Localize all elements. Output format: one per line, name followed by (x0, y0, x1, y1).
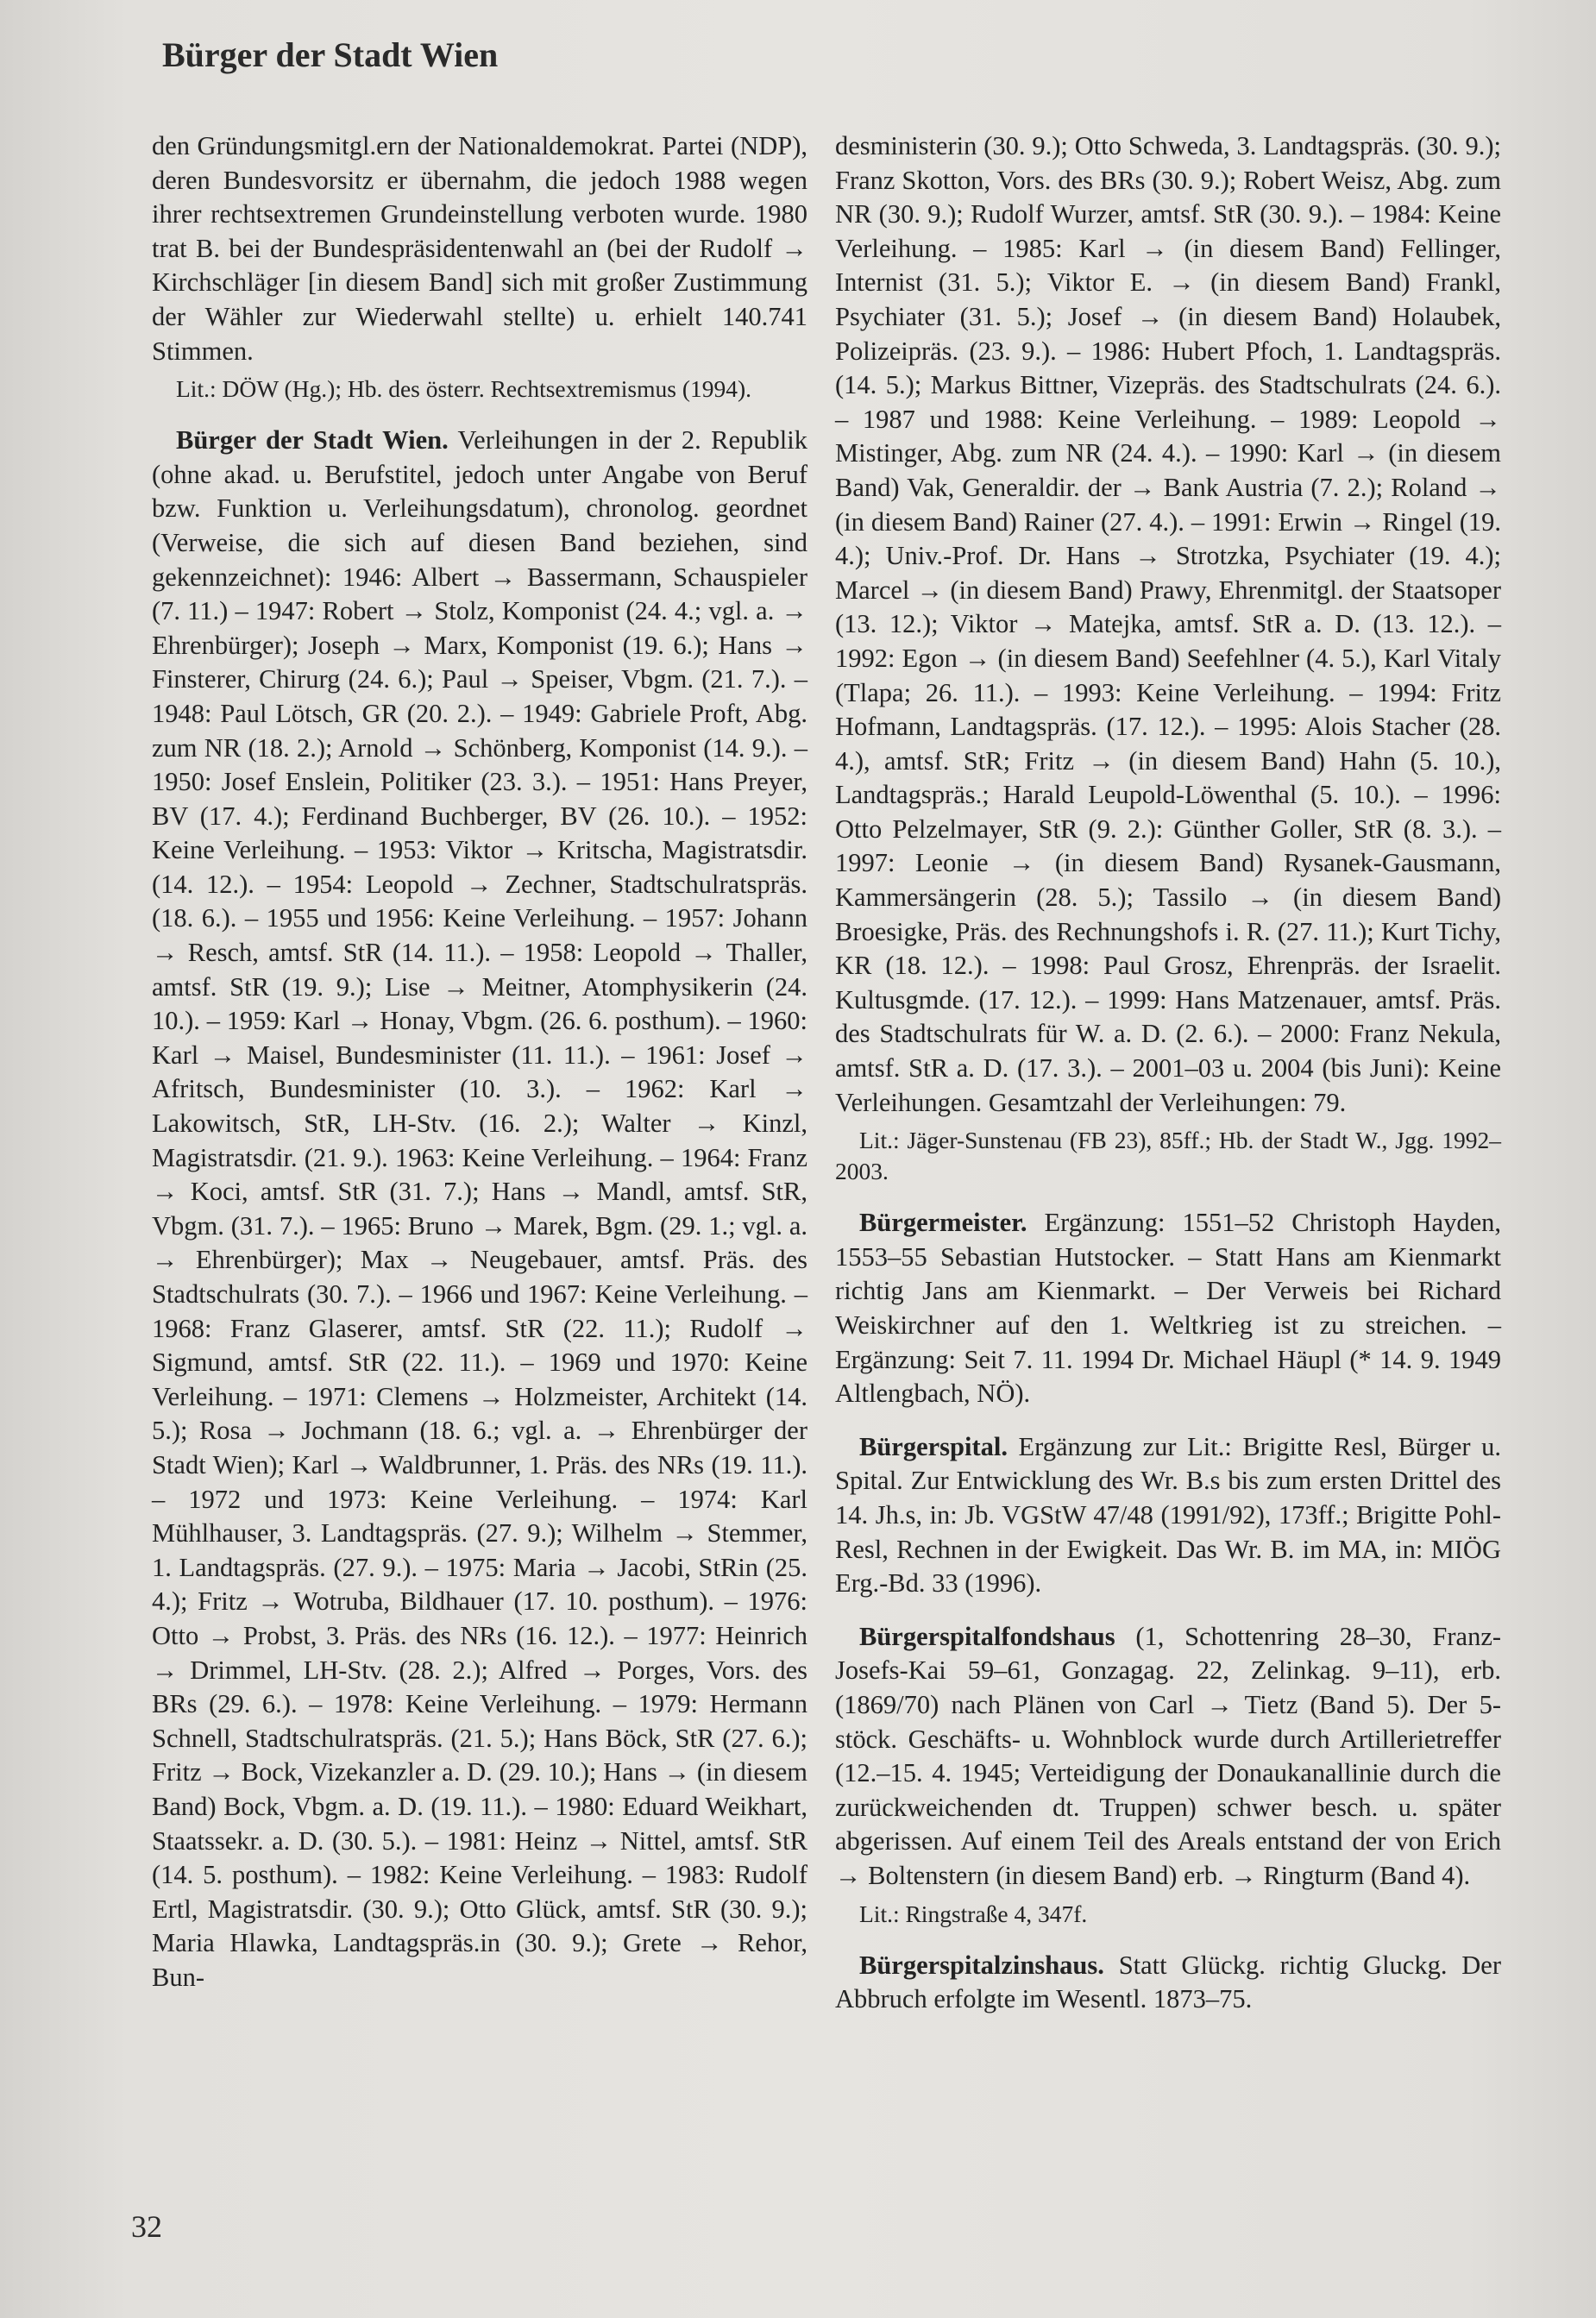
entry-buergerspital (835, 1430, 1501, 1601)
entry-keyword: Bürgerspitalzinshaus. (859, 1950, 1104, 1980)
paragraph-continuation: desministerin (30. 9.); Otto Schweda, 3. Landtagspräs. (30. 9.); Franz Skotton, Vors. des BRs (30. 9.); Robert Weisz, Abg. zum NR (30. 9.); Rudolf Wurzer, amtsf. StR (30. 9.). – 1984: Keine Verleihung. – 1985: Karl → (in diesem Band) Fellinger, Internist (31. 5.); Viktor E. → (in diesem Band) Frankl, Psychiater (31. 5.); Josef → (in diesem Band) Holaubek, Polizeipräs. (23. 9.). – 1986: Hubert Pfoch, 1. Landtagspräs. (14. 5.); Markus Bittner, Vizepräs. des Stadtschulrats (24. 6.). – 1987 und 1988: Keine Verleihung. – 1989: Leopold → Mistinger, Abg. zum NR (24. 4.). – 1990: Karl → (in diesem Band) Vak, Generaldir. der → Bank Austria (7. 2.); Roland → (in diesem Band) Rainer (27. 4.). – 1991: Erwin → Ringel (19. 4.); Univ.-Prof. Dr. Hans → Strotzka, Psychiater (19. 4.); Marcel → (in diesem Band) Prawy, Ehrenmitgl. der Staatsoper (13. 12.); Viktor → Matejka, amtsf. StR a. D. (13. 12.). – 1992: Egon → (in diesem Band) Seefehlner (4. 5.), Karl Vitaly (Tlapa; 26. 11.). – 1993: Keine Verleihung. – 1994: Fritz Hofmann, Landtagspräs. (17. 12.). – 1995: Alois Stacher (28. 4.), amtsf. StR; Fritz → (in diesem Band) Hahn (5. 10.), Landtagspräs.; Harald Leupold-Löwenthal (5. 10.). – 1996: Otto Pelzelmayer, StR (9. 2.): Günther Goller, StR (8. 3.). – 1997: Leonie → (in diesem Band) Rysanek-Gausmann, Kammersängerin (28. 5.); Tassilo → (in diesem Band) Broesigke, Präs. des Rechnungshofs i. R. (27. 11.); Kurt Tichy, KR (18. 12.). – 1998: Paul Grosz, Ehrenpräs. der Israelit. Kultusgmde. (17. 12.). – 1999: Hans Matzenauer, amtsf. Präs. des Stadtschulrats für W. a. D. (2. 6.). – 2000: Franz Nekula, amtsf. StR a. D. (17. 3.). – 2001–03 u. 2004 (bis Juni): Keine Verleihungen. Gesamtzahl der Verleihungen: 79. (835, 131, 1501, 1117)
entry-text: (1, Schottenring 28–30, Franz-Josefs-Kai 59–61, Gonzagag. 22, Zelinkag. 9–11), erb. (1869/70) nach Plänen von Carl → Tietz (Band 5). Der 5-stöck. Geschäfts- u. Wohnblock wurde durch Artillerietreffer (12.–15. 4. 1945; Verteidigung der Donaukanallinie durch die zurückweichenden dt. Truppen) schwer besch. u. später abgerissen. Auf einem Teil des Areals entstand der von Erich → Boltenstern (in diesem Band) erb. → Ringturm (Band 4). (835, 1621, 1502, 1890)
entry-text: Verleihungen in der 2. Republik (ohne akad. u. Berufstitel, jedoch unter Angabe von Beruf bzw. Funktion u. Verleihungsdatum), chronolog. geordnet (Verweise, die sich auf diesen Band beziehen, sind gekennzeichnet): 1946: Albert → Bassermann, Schauspieler (7. 11.) – 1947: Robert → Stolz, Komponist (24. 4.; vgl. a. → Ehrenbürger); Joseph → Marx, Komponist (19. 6.); Hans → Finsterer, Chirurg (24. 6.); Paul → Speiser, Vbgm. (21. 7.). – 1948: Paul Lötsch, GR (20. 2.). – 1949: Gabriele Proft, Abg. zum NR (18. 2.); Arnold → Schönberg, Komponist (14. 9.). – 1950: Josef Enslein, Politiker (23. 3.). – 1951: Hans Preyer, BV (17. 4.); Ferdinand Buchberger, BV (26. 10.). – 1952: Keine Verleihung. – 1953: Viktor → Kritscha, Magistratsdir. (14. 12.). – 1954: Leopold → Zechner, Stadtschulratspräs. (18. 6.). – 1955 und 1956: Keine Verleihung. – 1957: Johann → Resch, amtsf. StR (14. 11.). – 1958: Leopold → Thaller, amtsf. StR (19. 9.); Lise → Meitner, Atomphysikerin (24. 10.). – 1959: Karl → Honay, Vbgm. (26. 6. posthum). – 1960: Karl → Maisel, Bundesminister (11. 11.). – 1961: Josef → Afritsch, Bundesminister (10. 3.). – 1962: Karl → Lakowitsch, StR, LH-Stv. (16. 2.); Walter → Kinzl, Magistratsdir. (21. 9.). 1963: Keine Verleihung. – 1964: Franz → Koci, amtsf. StR (31. 7.); Hans → Mandl, amtsf. StR, Vbgm. (31. 7.). – 1965: Bruno → Marek, Bgm. (29. 1.; vgl. a. → Ehrenbürger); Max → Neugebauer, amtsf. Präs. des Stadtschulrats (30. 7.). – 1966 und 1967: Keine Verleihung. – 1968: Franz Glaserer, amtsf. StR (22. 11.); Rudolf → Sigmund, amtsf. StR (22. 11.). – 1969 und 1970: Keine Verleihung. – 1971: Clemens → Holzmeister, Architekt (14. 5.); Rosa → Jochmann (18. 6.; vgl. a. → Ehrenbürger der Stadt Wien); Karl → Waldbrunner, 1. Präs. des NRs (19. 11.). – 1972 und 1973: Keine Verleihung. – 1974: Karl Mühlhauser, 3. Landtagspräs. (27. 9.); Wilhelm → Stemmer, 1. Landtagspräs. (27. 9.). – 1975: Maria → Jacobi, StRin (25. 4.); Fritz → Wotruba, Bildhauer (17. 10. posthum). – 1976: Otto → Probst, 3. Präs. des NRs (16. 12.). – 1977: Heinrich → Drimmel, LH-Stv. (28. 2.); Alfred → Porges, Vors. des BRs (29. 6.). – 1978: Keine Verleihung. – 1979: Hermann Schnell, Stadtschulratspräs. (21. 5.); Hans Böck, StR (27. 6.); Fritz → Bock, Vizekanzler a. D. (29. 10.); Hans → (in diesem Band) Bock, Vbgm. a. D. (19. 11.). – 1980: Eduard Weikhart, Staatssekr. a. D. (30. 5.). – 1981: Heinz → Nittel, amtsf. StR (14. 5. posthum). – 1982: Keine Verleihung. – 1983: Rudolf Ertl, Magistratsdir. (30. 9.); Otto Glück, amtsf. StR (30. 9.); Maria Hlawka, Landtagspräs.in (30. 9.); Grete → Rehor, Bun- (152, 425, 807, 1992)
entry-text: Ergänzung: 1551–52 Christoph Hayden, 1553–55 Sebastian Hutstocker. – Statt Hans am Kienmarkt richtig Jans am Kienmarkt. – Der Verweis bei Richard Weiskirchner auf den 1. Weltkrieg ist zu streichen. – Ergänzung: Seit 7. 11. 1994 Dr. Michael Häupl (* 14. 9. 1949 Altlengbach, NÖ). (835, 1208, 1502, 1409)
entry-text: Statt Glückg. richtig Gluckg. Der Abbruch erfolgte im Wesentl. 1873–75. (835, 1950, 1501, 2014)
running-head: Bürger der Stadt Wien (162, 35, 499, 74)
literature-note: Lit.: Ringstraße 4, 347f. (859, 1900, 1088, 1927)
entry-keyword: Bürger der Stadt Wien. (176, 425, 449, 455)
paragraph-continuation: den Gründungsmitgl.ern der Nationaldemokrat. Partei (NDP), deren Bundesvorsitz er übernahm, die jedoch 1988 wegen ihrer rechtsextremen Grundeinstellung verboten wurde. 1980 trat B. bei der Bundespräsidentenwahl an (bei der Rudolf → Kirchschläger [in diesem Band] sich mit großer Zustimmung der Wähler zur Wiederwahl stellte) u. erhielt 140.741 Stimmen. (152, 131, 807, 366)
literature-note: Lit.: DÖW (Hg.); Hb. des österr. Rechtsextremismus (1994). (176, 375, 752, 403)
literature-note: Lit.: Jäger-Sunstenau (FB 23), 85ff.; Hb. der Stadt W., Jgg. 1992–2003. (835, 1127, 1501, 1185)
entry-buergerspitalzinshaus (835, 1949, 1501, 2017)
entry-text: Ergänzung zur Lit.: Brigitte Resl, Bürger u. Spital. Zur Entwicklung des Wr. B.s bis zum ersten Drittel des 14. Jh.s, in: Jb. VGStW 47/48 (1991/92), 173ff.; Brigitte Pohl-Resl, Rechnen in der Ewigkeit. Das Wr. B. im MA, in: MIÖG Erg.-Bd. 33 (1996). (835, 1431, 1502, 1599)
entry-keyword: Bürgerspitalfondshaus (859, 1621, 1115, 1651)
page-number: 32 (131, 2209, 162, 2244)
entry-buerger-der-stadt-wien (152, 424, 807, 1994)
left-column (152, 129, 807, 1994)
right-column (835, 129, 1501, 2017)
entry-buergerspitalfondshaus (835, 1620, 1501, 1894)
entry-keyword: Bürgermeister. (859, 1208, 1027, 1238)
entry-keyword: Bürgerspital. (859, 1431, 1008, 1461)
entry-buergermeister (835, 1206, 1501, 1411)
